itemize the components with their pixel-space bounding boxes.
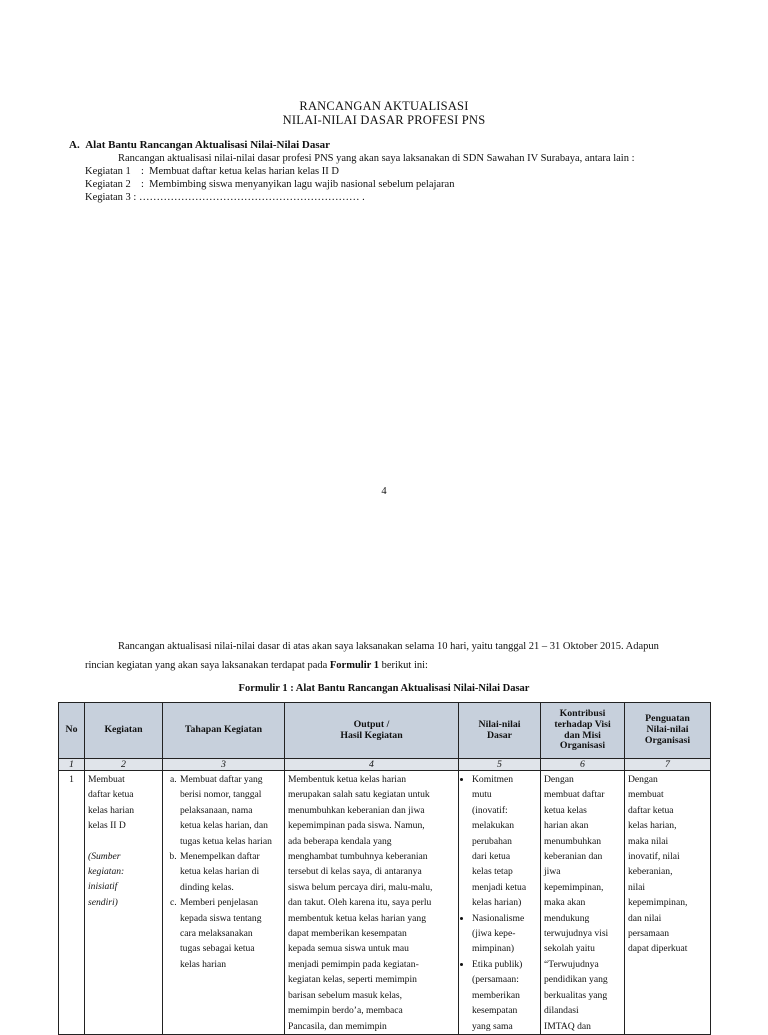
text-line: menumbuhkan keberanian dan jiwa: [288, 804, 425, 816]
cell-nilai: [459, 771, 541, 1035]
text-line: kelas II D: [88, 820, 126, 832]
text-line: persamaan: [628, 928, 670, 940]
column-number: 6: [541, 759, 625, 771]
document-title-line2: NILAI-NILAI DASAR PROFESI PNS: [282, 113, 486, 127]
text-line: berisi nomor, tanggal: [180, 789, 262, 801]
kegiatan1-text: : Membuat daftar ketua kelas harian kelas II D: [141, 166, 339, 177]
text-line: menghambat tumbuhnya keberanian: [288, 851, 428, 863]
page-number: 4: [381, 486, 387, 497]
text-line: kegiatan kelas, seperti memimpin: [288, 974, 417, 986]
list-item: [179, 772, 281, 849]
list-item: [179, 849, 281, 895]
header-kontribusi-line4: Organisasi: [559, 740, 606, 752]
header-penguatan-line2: Nilai-nilai: [646, 724, 689, 736]
text-line: membuat daftar: [544, 789, 605, 801]
column-number: 2: [85, 759, 163, 771]
text-line: (inovatif:: [472, 804, 508, 816]
kegiatan-source: [88, 849, 159, 911]
formulir-table: [58, 702, 711, 1035]
column-number: 7: [625, 759, 711, 771]
text-line: dan nilai: [628, 912, 662, 924]
text-line: daftar ketua: [628, 804, 674, 816]
header-kontribusi-line2: terhadap Visi: [554, 718, 611, 730]
formulir-reference: Formulir 1: [329, 660, 379, 671]
column-number: 3: [163, 759, 285, 771]
text-line: kelas harian,: [628, 820, 677, 832]
text-line: membentuk ketua kelas harian yang: [288, 912, 426, 924]
text-line: melakukan: [472, 820, 515, 832]
cell-kegiatan: [85, 771, 163, 1035]
text-line: memberikan: [472, 989, 520, 1001]
column-number: 5: [459, 759, 541, 771]
text-line: kelas harian): [472, 897, 522, 909]
text-line: mutu: [472, 789, 492, 801]
text-line: maka nilai: [628, 835, 669, 847]
text-line: ketua kelas harian di: [180, 866, 260, 878]
text-line: Membuat: [88, 774, 125, 785]
text-line: maka akan: [544, 897, 586, 909]
text-line: (Sumber: [88, 850, 121, 862]
text-line: dilandasi: [544, 1005, 579, 1017]
text-line: memimpin berdo’a, membaca: [288, 1005, 403, 1017]
header-tahapan: Tahapan Kegiatan: [163, 703, 285, 759]
text-line: daftar ketua: [88, 789, 134, 801]
header-penguatan: [625, 703, 711, 759]
header-output: [285, 703, 459, 759]
text-line: kelas harian: [88, 804, 135, 816]
paragraph-line1: Rancangan aktualisasi nilai-nilai dasar di atas akan saya laksanakan selama 10 hari, yaitu tanggal 21 – 31 Oktober 2015. Adapun: [118, 641, 659, 652]
text-line: kesempatan: [472, 1005, 518, 1017]
text-line: pendidikan yang: [544, 974, 608, 986]
text-line: merupakan salah satu kegiatan untuk: [288, 789, 430, 801]
text-line: nilai: [628, 881, 646, 893]
text-line: harian akan: [544, 820, 589, 832]
text-line: Pancasila, dan memimpin: [288, 1020, 387, 1032]
column-number: 4: [285, 759, 459, 771]
paragraph-line2-pre: rincian kegiatan yang akan saya laksanakan terdapat pada: [85, 660, 330, 671]
text-line: inovatif, nilai: [628, 851, 680, 863]
cell-tahapan: [163, 771, 285, 1035]
text-line: kepada semua siswa untuk mau: [288, 943, 409, 955]
text-line: (jiwa kepe-: [472, 928, 516, 940]
list-item: [472, 772, 537, 911]
intro-text: Rancangan aktualisasi nilai-nilai dasar profesi PNS yang akan saya laksanakan di SDN Sawahan IV Surabaya, antara lain :: [118, 153, 635, 164]
list-item: [179, 895, 281, 972]
column-number-row: [59, 759, 711, 771]
column-number: 1: [59, 759, 85, 771]
header-no: No: [59, 703, 85, 759]
text-line: • Nasionalisme: [472, 912, 525, 924]
text-line: dapat memberikan kesempatan: [288, 928, 407, 940]
text-line: keberanian dan: [544, 851, 603, 863]
text-line: kepemimpinan,: [628, 897, 688, 909]
text-line: tugas ketua kelas harian: [180, 835, 272, 847]
header-output-line1: Output /: [353, 718, 390, 730]
cell-penguatan: [625, 771, 711, 1035]
paragraph-line2: [85, 660, 428, 671]
table-row: [59, 771, 711, 1035]
text-line: kepemimpinan pada siswa. Namun,: [288, 820, 425, 832]
header-penguatan-line3: Organisasi: [644, 734, 691, 746]
kegiatan1-label: Kegiatan 1: [85, 166, 131, 177]
text-line: terwujudnya visi: [544, 928, 609, 940]
header-output-line2: Hasil Kegiatan: [340, 729, 403, 741]
text-line: c. Memberi penjelasan: [180, 897, 259, 909]
text-line: dari ketua: [472, 851, 511, 863]
text-line: menumbuhkan: [544, 835, 602, 847]
section-a-heading: A. Alat Bantu Rancangan Aktualisasi Nilai-Nilai Dasar: [69, 139, 330, 151]
cell-no: 1: [59, 771, 85, 1035]
text-line: kelas tetap: [472, 866, 513, 878]
text-line: menjadi ketua: [472, 881, 527, 893]
text-line: pelaksanaan, nama: [180, 804, 253, 816]
text-line: berkualitas yang: [544, 989, 608, 1001]
text-line: • Etika publik): [472, 958, 523, 970]
text-line: dapat diperkuat: [628, 943, 688, 955]
text-line: keberanian,: [628, 866, 673, 878]
list-item: [472, 911, 537, 957]
paragraph-line2-post: berikut ini:: [378, 660, 428, 671]
kegiatan2-text: : Membimbing siswa menyanyikan lagu wajib nasional sebelum pelajaran: [141, 179, 455, 190]
text-line: kegiatan:: [88, 866, 125, 878]
text-line: ketua kelas: [544, 804, 587, 816]
kegiatan3-text: Kegiatan 3 : ……………………………………………………… .: [85, 192, 365, 203]
text-line: inisiatif: [88, 881, 118, 893]
text-line: tugas sebagai ketua: [180, 943, 255, 955]
header-kontribusi: [541, 703, 625, 759]
text-line: ketua kelas harian, dan: [180, 820, 268, 832]
table-header-row: [59, 703, 711, 759]
list-item: [472, 957, 537, 1034]
text-line: siswa belum percaya diri, malu-malu,: [288, 881, 433, 893]
cell-output: [285, 771, 459, 1035]
text-line: dinding kelas.: [180, 881, 234, 893]
text-line: tersebut di kelas saya, di antaranya: [288, 866, 422, 878]
text-line: perubahan: [472, 835, 512, 847]
text-line: “Terwujudnya: [544, 958, 599, 970]
header-kontribusi-line3: dan Misi: [564, 729, 601, 741]
header-nilai: [459, 703, 541, 759]
formulir-title: Formulir 1 : Alat Bantu Rancangan Aktualisasi Nilai-Nilai Dasar: [238, 683, 530, 694]
text-line: kelas harian: [180, 958, 227, 970]
text-line: sendiri): [88, 896, 118, 908]
text-line: ada beberapa kendala yang: [288, 835, 392, 847]
text-line: jiwa: [544, 866, 561, 878]
header-kontribusi-line1: Kontribusi: [559, 707, 606, 719]
cell-kontribusi: [541, 771, 625, 1035]
text-line: sekolah yaitu: [544, 943, 595, 955]
text-line: a. Membuat daftar yang: [180, 774, 263, 785]
header-nilai-line2: Dasar: [486, 729, 513, 741]
text-line: kepada siswa tentang: [180, 912, 262, 924]
header-kegiatan: Kegiatan: [85, 703, 163, 759]
tahapan-list: [166, 772, 281, 972]
text-line: membuat: [628, 789, 664, 801]
text-line: menjadi pemimpin pada kegiatan-: [288, 958, 419, 970]
text-line: mimpinan): [472, 943, 515, 955]
nilai-list: [462, 772, 537, 1034]
document-title-line1: RANCANGAN AKTUALISASI: [299, 99, 469, 113]
text-line: • Komitmen: [472, 774, 514, 785]
text-line: kepemimpinan,: [544, 881, 604, 893]
text-line: cara melaksanakan: [180, 928, 253, 940]
kegiatan2-label: Kegiatan 2: [85, 179, 131, 190]
text-line: Membentuk ketua kelas harian: [288, 774, 407, 785]
text-line: (persamaan:: [472, 974, 519, 986]
kegiatan-lines: [88, 772, 159, 834]
text-line: Dengan: [628, 774, 658, 785]
header-penguatan-line1: Penguatan: [645, 713, 690, 725]
text-line: b. Menempelkan daftar: [180, 851, 260, 863]
header-nilai-line1: Nilai-nilai: [478, 718, 521, 730]
text-line: dan takut. Oleh karena itu, saya perlu: [288, 897, 432, 909]
text-line: mendukung: [544, 912, 590, 924]
text-line: IMTAQ dan: [544, 1020, 591, 1032]
text-line: Dengan: [544, 774, 574, 785]
text-line: yang sama: [472, 1020, 513, 1032]
text-line: barisan sebelum masuk kelas,: [288, 989, 403, 1001]
